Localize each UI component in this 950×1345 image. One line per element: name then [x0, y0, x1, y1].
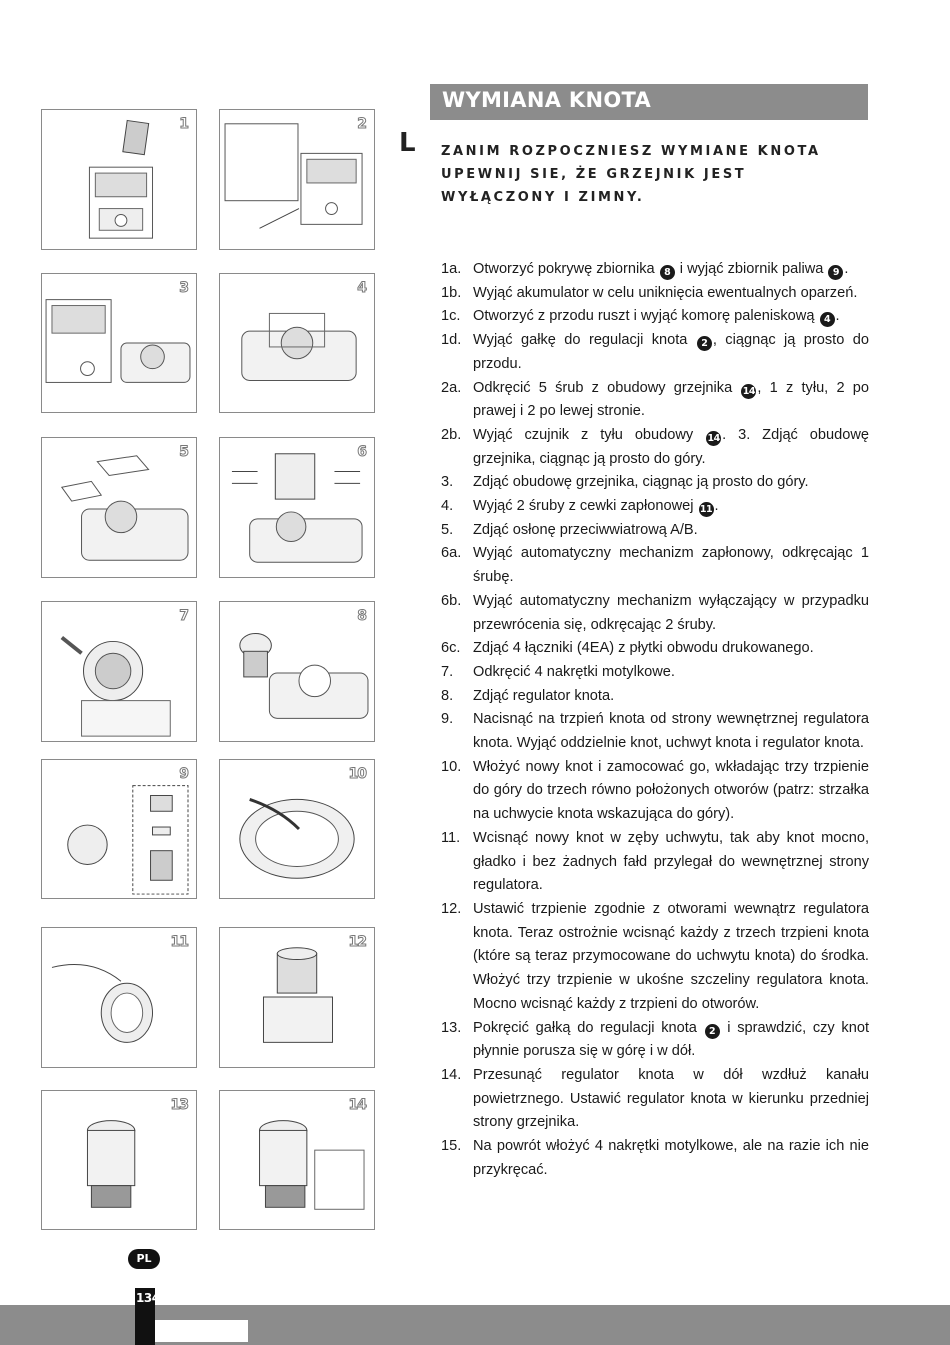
heater-illustration: [42, 274, 196, 412]
figure-number: 13: [170, 1097, 188, 1113]
heater-illustration: [42, 110, 196, 249]
figure-3: [41, 273, 197, 413]
figure-4: [219, 273, 375, 413]
step-item: [441, 661, 869, 685]
figure-5: [41, 437, 197, 578]
step-number: 10.: [441, 758, 462, 775]
step-text: [473, 708, 869, 755]
part-number-badge: 4: [820, 312, 835, 327]
step-number: 14.: [441, 1066, 462, 1083]
step-item: [441, 258, 869, 282]
step-text: [473, 329, 869, 376]
step-text: [473, 1064, 869, 1135]
figure-12: [219, 927, 375, 1068]
step-number: 6a.: [441, 545, 462, 562]
figure-8: [219, 601, 375, 742]
step-number: 4.: [441, 498, 454, 515]
step-text-segment: i wyjąć zbiornik paliwa: [675, 261, 828, 277]
figure-number: 10: [348, 766, 366, 782]
figure-2: [219, 109, 375, 250]
figure-13: [41, 1090, 197, 1230]
step-item: [441, 756, 869, 827]
figure-number: 11: [170, 934, 188, 950]
step-text: [473, 685, 869, 709]
step-number: 15.: [441, 1138, 462, 1155]
part-number-badge: 14: [742, 385, 756, 397]
step-text: [473, 471, 869, 495]
step-text: [473, 827, 869, 898]
step-text: [473, 637, 869, 661]
step-text: [473, 1017, 869, 1064]
step-item: [441, 1135, 869, 1182]
step-item: [441, 1017, 869, 1064]
step-item: [441, 708, 869, 755]
heater-illustration: [220, 110, 374, 249]
figure-number: 12: [348, 934, 366, 950]
heater-illustration: [42, 438, 196, 577]
step-text-segment: .: [835, 308, 840, 325]
step-text-segment: Wyjąć czujnik z tyłu obudowy: [473, 426, 706, 443]
step-item: [441, 542, 869, 589]
part-number-badge: 11: [699, 504, 713, 516]
heater-illustration: [220, 438, 374, 577]
step-text-segment: i sprawdzić, czy knot płynnie porusza się w górę i w dół.: [473, 1019, 870, 1060]
step-item: [441, 377, 869, 424]
part-number-badge: 8: [660, 265, 675, 280]
step-text-segment: Otworzyć z przodu ruszt i wyjąć komorę paleniskową: [473, 308, 819, 325]
step-text: [473, 661, 869, 685]
language-badge: PL: [128, 1249, 160, 1269]
step-item: [441, 685, 869, 709]
figure-number: 3: [179, 280, 188, 296]
step-number: 13.: [441, 1019, 462, 1036]
step-number: 11.: [441, 829, 461, 846]
step-text-segment: .: [844, 261, 849, 277]
step-number: 2a.: [441, 379, 462, 396]
figure-11: [41, 927, 197, 1068]
step-number: 7.: [441, 663, 454, 680]
step-text: [473, 305, 869, 329]
step-item: [441, 590, 869, 637]
step-text: [473, 898, 869, 1017]
step-text: [473, 1135, 869, 1182]
warning-text: ZANIM ROZPOCZNIESZ WYMIANE KNOTA UPEWNIJ SIE, ŻE GRZEJNIK JEST WYŁĄCZONY I ZIMNY.: [441, 144, 821, 205]
step-text: [473, 542, 869, 589]
step-text-segment: Włożyć nowy knot i zamocować go, wkładając trzy trzpienie do góry do trzech równo położonych otworów (patrz: strzałka na uchwycie knota wskazująca do góry).: [473, 758, 869, 823]
part-number-badge: 2: [705, 1024, 720, 1039]
step-item: [441, 424, 869, 471]
step-item: [441, 519, 869, 543]
step-text-segment: Wyjąć automatyczny mechanizm wyłączający w przypadku przewrócenia się, odkręcając 2 śruby.: [473, 592, 869, 633]
step-text-segment: Otworzyć pokrywę zbiornika: [473, 261, 659, 277]
footer-white-box: [155, 1320, 248, 1342]
step-text-segment: .: [714, 498, 719, 515]
figure-number: 4: [357, 280, 366, 296]
step-item: [441, 282, 869, 306]
step-text-segment: , 1 z tyłu, 2 po prawej i 2 po lewej stronie.: [473, 379, 869, 420]
figure-number: 7: [179, 608, 188, 624]
step-text: [473, 495, 869, 519]
figure-number: 6: [357, 444, 366, 460]
step-text-segment: Wyjąć 2 śruby z cewki zapłonowej: [473, 498, 698, 515]
part-number-badge: 14: [707, 432, 720, 444]
figure-9: [41, 759, 197, 899]
step-text-segment: Odkręcić 5 śrub z obudowy grzejnika: [473, 379, 741, 396]
step-text: [473, 282, 869, 306]
step-number: 5.: [441, 521, 454, 538]
step-number: 6c.: [441, 640, 461, 657]
heater-illustration: [42, 760, 196, 898]
step-text-segment: Pokręcić gałką do regulacji knota: [473, 1019, 704, 1036]
step-number: 1d.: [441, 332, 462, 349]
step-text-segment: Nacisnąć na trzpień knota od strony wewnętrznej regulatora knota. Wyjąć oddzielnie knot, uchwyt knota i regulator knota.: [473, 711, 869, 752]
step-text-segment: Ustawić trzpienie zgodnie z otworami wewnątrz regulatora knota. Teraz ostrożnie wcisnąć każdy z trzech trzpieni knota (które są teraz przymocowane do uchwytu knota) do środka. Włożyć trzy trzpienie w ukośne szczeliny regulatora knota. Mocno wcisnąć każdy z trzpieni do otworów.: [473, 900, 869, 1012]
figure-number: 9: [179, 766, 188, 782]
step-number: 1b.: [441, 284, 462, 301]
figure-number: 14: [348, 1097, 366, 1113]
step-text: [473, 424, 869, 471]
instruction-steps: [441, 258, 869, 1182]
step-item: [441, 471, 869, 495]
step-text-segment: Zdjąć regulator knota.: [473, 687, 615, 704]
figure-10: [219, 759, 375, 899]
heater-illustration: [220, 274, 374, 412]
step-text: [473, 258, 869, 282]
step-item: [441, 1064, 869, 1135]
heater-illustration: [42, 602, 196, 741]
step-text-segment: Zdjąć 4 łączniki (4EA) z płytki obwodu drukowanego.: [473, 640, 814, 657]
figure-number: 8: [357, 608, 366, 624]
step-text: [473, 519, 869, 543]
part-number-badge: 9: [828, 265, 843, 280]
step-text-segment: Wyjąć automatyczny mechanizm zapłonowy, odkręcając 1 śrubę.: [473, 545, 869, 586]
warning-marker: L: [399, 128, 416, 158]
step-text-segment: . 3. Zdjąć obudowę grzejnika, ciągnąc ją prosto do góry.: [473, 426, 869, 467]
part-number-badge: 2: [697, 336, 712, 351]
figure-6: [219, 437, 375, 578]
step-item: [441, 329, 869, 376]
step-number: 12.: [441, 900, 462, 917]
step-number: 3.: [441, 474, 454, 491]
step-text: [473, 377, 869, 424]
step-number: 9.: [441, 711, 454, 728]
step-text-segment: Wcisnąć nowy knot w zęby uchwytu, tak aby knot mocno, gładko i bez żadnych fałd przylegał do wewnętrznej strony regulatora.: [473, 829, 869, 894]
page-number: 134: [136, 1291, 160, 1305]
step-item: [441, 827, 869, 898]
step-text-segment: Wyjąć gałkę do regulacji knota: [473, 332, 696, 349]
step-number: 1a.: [441, 261, 462, 277]
figure-7: [41, 601, 197, 742]
step-text-segment: Zdjąć obudowę grzejnika, ciągnąc ją prosto do góry.: [473, 474, 809, 491]
step-item: [441, 495, 869, 519]
figure-number: 1: [179, 116, 188, 132]
step-text-segment: , ciągnąc ją prosto do przodu.: [473, 332, 870, 372]
figure-number: 5: [179, 444, 188, 460]
step-item: [441, 637, 869, 661]
figure-number: 2: [357, 116, 366, 132]
step-number: 8.: [441, 687, 454, 704]
step-number: 2b.: [441, 426, 462, 443]
step-number: 6b.: [441, 592, 462, 609]
step-item: [441, 305, 869, 329]
step-number: 1c.: [441, 308, 461, 325]
step-text-segment: Zdjąć osłonę przeciwwiatrową A/B.: [473, 521, 698, 538]
step-text-segment: Na powrót włożyć 4 nakrętki motylkowe, ale na razie ich nie przykręcać.: [473, 1138, 869, 1178]
figure-14: [219, 1090, 375, 1230]
step-text: [473, 756, 869, 827]
section-title: WYMIANA KNOTA: [442, 88, 652, 112]
step-text-segment: Odkręcić 4 nakrętki motylkowe.: [473, 663, 675, 680]
step-text: [473, 590, 869, 637]
section-title-bar: [430, 84, 868, 120]
step-item: [441, 898, 869, 1017]
figure-1: [41, 109, 197, 250]
step-text-segment: Wyjąć akumulator w celu uniknięcia ewentualnych oparzeń.: [473, 284, 858, 301]
step-text-segment: Przesunąć regulator knota w dół wzdłuż kanału powietrznego. Ustawić regulator knota w kierunku przedniej strony grzejnika.: [473, 1066, 869, 1131]
heater-illustration: [220, 602, 374, 741]
